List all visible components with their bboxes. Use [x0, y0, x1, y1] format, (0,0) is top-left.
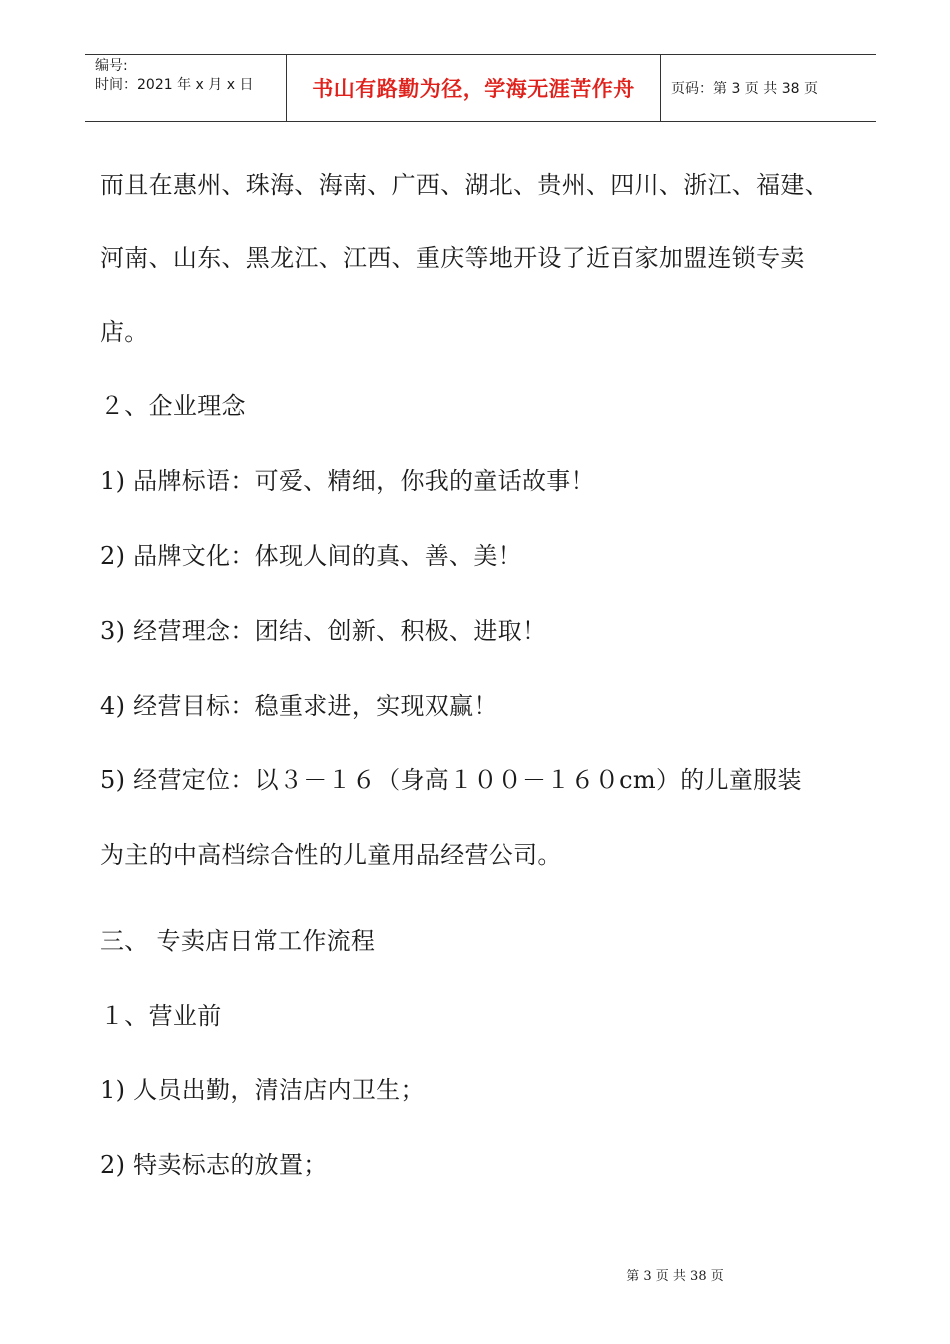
- header-motto: 书山有路勤为径，学海无涯苦作舟: [287, 55, 661, 121]
- document-time-label: 时间：2021 年 x 月 x 日: [95, 77, 254, 93]
- subsection-heading-before-business: １、营业前: [100, 1002, 222, 1030]
- list-item-goal: 4) 经营目标：稳重求进，实现双赢！: [100, 692, 498, 720]
- body-line-3: 店。: [100, 318, 149, 346]
- list-item-culture: 2) 品牌文化：体现人间的真、善、美！: [100, 542, 522, 570]
- list-item-sale-sign: 2) 特卖标志的放置；: [100, 1151, 328, 1179]
- list-item-concept: 3) 经营理念：团结、创新、积极、进取！: [100, 617, 547, 645]
- header-page-info: 页码：第 3 页 共 38 页: [671, 81, 818, 97]
- body-line-2: 河南、山东、黑龙江、江西、重庆等地开设了近百家加盟连锁专卖: [100, 244, 805, 272]
- list-item-attendance: 1) 人员出勤，清洁店内卫生；: [100, 1076, 425, 1104]
- list-item-slogan: 1) 品牌标语：可爱、精细，你我的童话故事！: [100, 467, 595, 495]
- section-heading-philosophy: ２、企业理念: [100, 392, 246, 420]
- body-line-1: 而且在惠州、珠海、海南、广西、湖北、贵州、四川、浙江、福建、: [100, 171, 829, 199]
- list-item-positioning-cont: 为主的中高档综合性的儿童用品经营公司。: [100, 841, 562, 869]
- header-meta: [85, 55, 287, 121]
- document-number-label: 编号:: [95, 58, 128, 74]
- list-item-positioning: 5) 经营定位：以３－１６（身高１００－１６０cm）的儿童服装: [100, 766, 802, 794]
- section-heading-workflow: 三、 专卖店日常工作流程: [100, 927, 376, 955]
- page-header: [85, 54, 876, 122]
- page-footer: 第 3 页 共 38 页: [626, 1269, 724, 1284]
